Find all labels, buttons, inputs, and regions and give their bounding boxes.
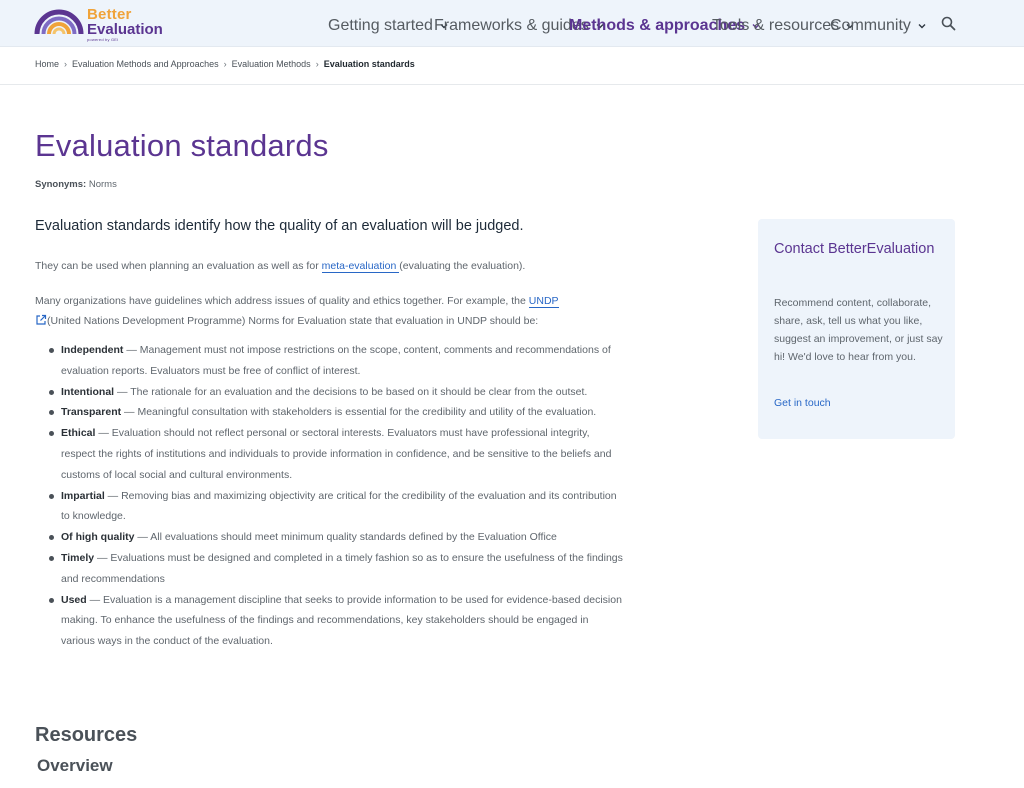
norm-text: — Removing bias and maximizing objectivity are critical for the credibility of the evaluation and its contribution to knowledge. — [61, 489, 617, 523]
norm-term: Independent — [61, 344, 124, 356]
breadcrumb — [35, 59, 415, 69]
nav-label: Frameworks & guides — [434, 17, 589, 34]
norm-term: Transparent — [61, 406, 122, 419]
breadcrumb-methods-approaches[interactable]: Evaluation Methods and Approaches — [72, 59, 219, 69]
norm-term: Used — [61, 593, 87, 606]
norms-intro-paragraph — [35, 291, 620, 331]
contact-card-title: Contact BetterEvaluation — [774, 241, 935, 257]
synonyms-label: Synonyms: — [35, 179, 87, 190]
external-link-icon[interactable] — [35, 314, 47, 326]
norm-text: — Management must not impose restrictions on the scope, content, comments and recommendations of evaluation reports. Evaluators must be free of conflict of interest. — [61, 344, 611, 377]
overview-heading: Overview — [37, 756, 113, 775]
list-item — [48, 527, 623, 548]
list-item — [48, 402, 623, 423]
norm-term: Intentional — [61, 385, 115, 398]
chevron-right-icon: › — [315, 59, 319, 69]
get-in-touch-link[interactable]: Get in touch — [774, 397, 831, 409]
nav-label: Methods & approaches — [569, 17, 746, 34]
lead-paragraph: Evaluation standards identify how the quality of an evaluation will be judged. — [35, 218, 524, 234]
list-item — [48, 340, 623, 382]
nav-label: Tools & resources — [712, 17, 840, 34]
chevron-down-icon — [917, 21, 927, 31]
norm-text: — Evaluation should not reflect personal or sectoral interests. Evaluators must have professional integrity, respect the rights of institutions and individuals to provide information in confidence, and be sensitive to the beliefs and customs of local social and cultural environments. — [61, 427, 612, 481]
norm-term: Timely — [61, 551, 95, 564]
norms-intro-text: Many organizations have guidelines which address issues of quality and ethics together. For example, the — [35, 295, 529, 307]
logo-line1: Better — [87, 6, 132, 23]
synonyms-value: Norms — [88, 179, 117, 190]
search-icon[interactable] — [941, 16, 956, 31]
breadcrumb-evaluation-methods[interactable]: Evaluation Methods — [231, 59, 311, 69]
contact-card — [758, 219, 955, 439]
intro-text-end: (evaluating the evaluation). — [399, 260, 526, 272]
rainbow-logo-icon — [34, 9, 84, 35]
nav-community[interactable] — [830, 17, 927, 35]
list-item — [48, 486, 623, 528]
list-item — [48, 590, 623, 652]
norm-text: — Meaningful consultation with stakeholders is essential for the credibility and utility of the evaluation. — [121, 406, 597, 419]
norm-text: — The rationale for an evaluation and the decisions to be based on it should be clear from the outset. — [114, 385, 588, 398]
site-logo[interactable] — [34, 7, 174, 41]
list-item — [48, 382, 623, 403]
norm-term: Impartial — [61, 489, 105, 502]
contact-card-text: Recommend content, collaborate, share, ask, tell us what you like, suggest an improvement, or just say hi! We'd love to hear from you. — [774, 297, 943, 363]
breadcrumb-bar — [0, 47, 1024, 85]
norm-term: Ethical — [61, 427, 96, 440]
norm-term: Of high quality — [61, 531, 135, 544]
meta-evaluation-link[interactable]: meta-evaluation — [321, 260, 400, 272]
nav-getting-started[interactable] — [328, 17, 449, 35]
site-header — [0, 0, 1024, 47]
nav-label: Getting started — [328, 17, 433, 34]
norm-text: — All evaluations should meet minimum quality standards defined by the Evaluation Office — [134, 531, 557, 544]
resources-heading: Resources — [35, 724, 138, 746]
norm-text: — Evaluations must be designed and completed in a timely fashion so as to ensure the usefulness of the findings and recommendations — [61, 551, 623, 585]
logo-tagline: powered by GEI — [87, 37, 119, 42]
intro-text: They can be used when planning an evaluation as well as for — [35, 260, 322, 272]
logo-wordmark — [87, 7, 163, 42]
logo-line2: Evaluation — [87, 21, 163, 38]
breadcrumb-home[interactable]: Home — [35, 59, 60, 69]
page-title: Evaluation standards — [35, 128, 329, 163]
chevron-right-icon: › — [64, 59, 68, 69]
list-item — [48, 423, 623, 485]
norms-list — [48, 340, 623, 652]
breadcrumb-current: Evaluation standards — [323, 59, 415, 69]
norms-intro-text-end: (United Nations Development Programme) Norms for Evaluation state that evaluation in UNDP should be: — [47, 315, 539, 327]
synonyms — [35, 179, 117, 190]
nav-label: Community — [830, 17, 911, 34]
undp-link[interactable]: UNDP — [528, 295, 559, 307]
chevron-right-icon: › — [223, 59, 227, 69]
norm-text: — Evaluation is a management discipline that seeks to provide information to be used for evidence-based decision making. To enhance the usefulness of the findings and recommendations, key stakeholders should be engaged in various ways in the conduct of the evaluation. — [61, 593, 622, 648]
list-item — [48, 548, 623, 590]
intro-paragraph — [35, 260, 525, 272]
